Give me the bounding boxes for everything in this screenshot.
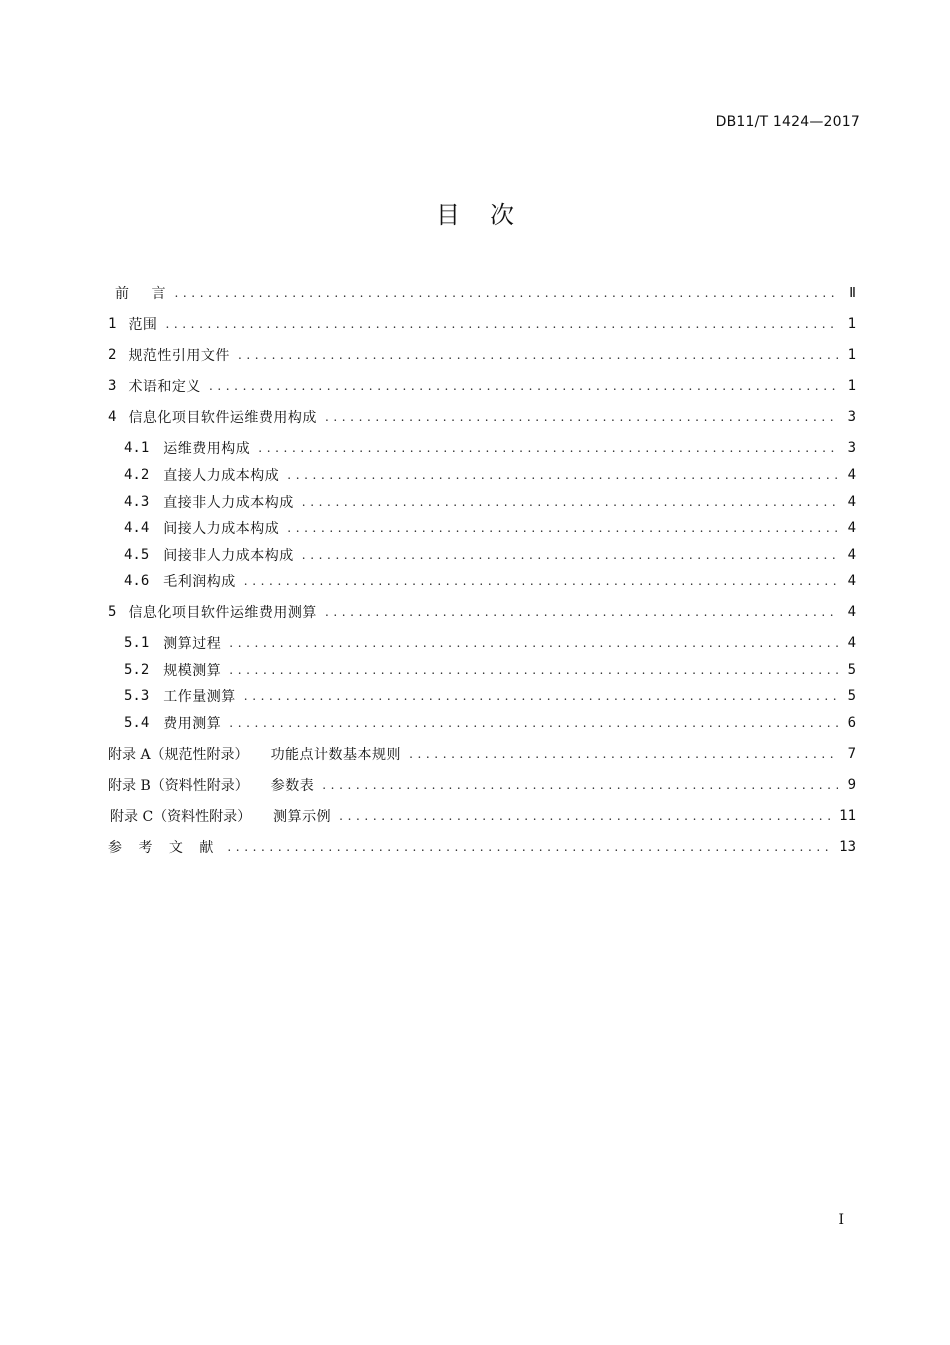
toc-entry-label: 间接非人力成本构成 [163,548,294,564]
toc-leader [325,410,838,424]
toc-entry-label: 术语和定义 [128,379,201,395]
toc-entry-page: 13 [839,839,856,855]
toc-entry-number: 3 [108,378,117,394]
toc-entry-number: 附录 C（资料性附录） [110,809,252,825]
toc-leader [165,317,838,331]
toc-entry-5-3[interactable] [108,685,856,707]
toc-leader [227,840,831,854]
toc-entry-3[interactable] [108,375,856,397]
toc-entry-page: 7 [847,746,856,762]
toc-entry-label: 费用测算 [163,716,222,732]
toc-title-char: 次 [490,201,514,229]
toc-entry-label: 间接人力成本构成 [163,521,280,537]
toc-leader [229,636,838,650]
toc-entry-label: 毛利润构成 [163,574,236,590]
toc-entry-4[interactable] [108,406,856,428]
page-number: I [838,1212,844,1228]
toc-entry-page: 4 [847,635,856,651]
toc-entry-number: 4.1 [124,440,150,456]
toc-entry-label: 测算示例 [273,809,332,825]
toc-entry-2[interactable] [108,344,856,366]
toc-entry-5-4[interactable] [108,712,856,734]
toc-entry-label: 工作量测算 [163,689,236,705]
toc-entry-label: 参 考 文 献 [108,840,220,856]
toc-entry-number: 4.4 [124,520,150,536]
toc-entry-5[interactable] [108,601,856,623]
toc-entry-label: 运维费用构成 [163,441,251,457]
toc-entry-4-4[interactable] [108,517,856,539]
toc-entry-label: 信息化项目软件运维费用构成 [128,410,317,426]
toc-leader [302,495,838,509]
toc-leader [258,441,838,455]
toc-leader [238,348,838,362]
toc-entry-page: 4 [847,494,856,510]
toc-leader [322,778,838,792]
toc-entry-number: 5.3 [124,688,150,704]
toc-entry-page: 6 [847,715,856,731]
toc-entry-page: 4 [847,604,856,620]
toc-entry-number: 4.2 [124,467,150,483]
toc-leader [302,548,838,562]
document-code: DB11/T 1424—2017 [715,114,860,130]
toc-entry-4-5[interactable] [108,544,856,566]
toc-title [0,195,950,230]
toc-leader [287,468,838,482]
toc-entry-label: 前 言 [115,286,175,302]
toc-entry-appendix-a[interactable] [108,743,856,765]
toc-entry-label: 功能点计数基本规则 [270,747,402,763]
toc-entry-page: 5 [847,688,856,704]
toc-entry-number: 附录 B（资料性附录） [108,778,249,794]
toc-entry-label: 规模测算 [163,663,222,679]
toc-entry-number: 2 [108,347,117,363]
toc-entry-page: 4 [847,467,856,483]
toc-entry-4-6[interactable] [108,570,856,592]
toc-entry-foreword[interactable] [108,282,856,304]
toc-entry-number: 5.2 [124,662,150,678]
toc-entry-4-1[interactable] [108,437,856,459]
toc-entry-4-3[interactable] [108,491,856,513]
toc-leader [174,286,838,300]
toc-entry-page: 11 [839,808,856,824]
toc-entry-label: 测算过程 [163,636,222,652]
toc-entry-page: 4 [847,547,856,563]
toc-entry-label: 范围 [128,317,158,333]
toc-entry-number: 5.4 [124,715,150,731]
toc-entry-1[interactable] [108,313,856,335]
toc-leader [244,574,838,588]
toc-entry-label: 参数表 [270,778,315,794]
toc-entry-5-2[interactable] [108,659,856,681]
toc-entry-page: 5 [847,662,856,678]
toc-entry-label: 直接非人力成本构成 [163,495,294,511]
toc-entry-page: 9 [847,777,856,793]
toc-entry-label: 直接人力成本构成 [163,468,280,484]
toc-entry-references[interactable] [108,836,856,858]
toc-entry-page: 4 [847,573,856,589]
toc-entry-number: 5.1 [124,635,150,651]
toc-entry-page: 1 [847,378,856,394]
toc-entry-appendix-b[interactable] [108,774,856,796]
toc-leader [339,809,831,823]
toc-entry-page: Ⅱ [849,285,856,301]
toc-leader [229,716,838,730]
toc-entry-number: 附录 A（规范性附录） [108,747,249,763]
toc-entry-page: 4 [847,520,856,536]
toc-entry-page: 1 [847,316,856,332]
toc-leader [244,689,838,703]
toc-leader [325,605,838,619]
toc-leader [409,747,838,761]
toc-entry-number: 1 [108,316,117,332]
toc-entry-page: 3 [847,409,856,425]
toc-entry-number: 4.5 [124,547,150,563]
toc-entry-appendix-c[interactable] [108,805,856,827]
toc-entry-5-1[interactable] [108,632,856,654]
toc-entry-number: 4 [108,409,117,425]
toc-entry-label: 规范性引用文件 [128,348,230,364]
toc-entry-page: 3 [847,440,856,456]
toc-leader [229,663,838,677]
toc-title-char: 目 [436,201,460,229]
toc-leader [287,521,838,535]
toc-entry-number: 5 [108,604,117,620]
toc-leader [209,379,838,393]
toc-entry-4-2[interactable] [108,464,856,486]
toc-entry-number: 4.3 [124,494,150,510]
toc-entry-page: 1 [847,347,856,363]
toc-entry-label: 信息化项目软件运维费用测算 [128,605,317,621]
toc-entry-number: 4.6 [124,573,150,589]
